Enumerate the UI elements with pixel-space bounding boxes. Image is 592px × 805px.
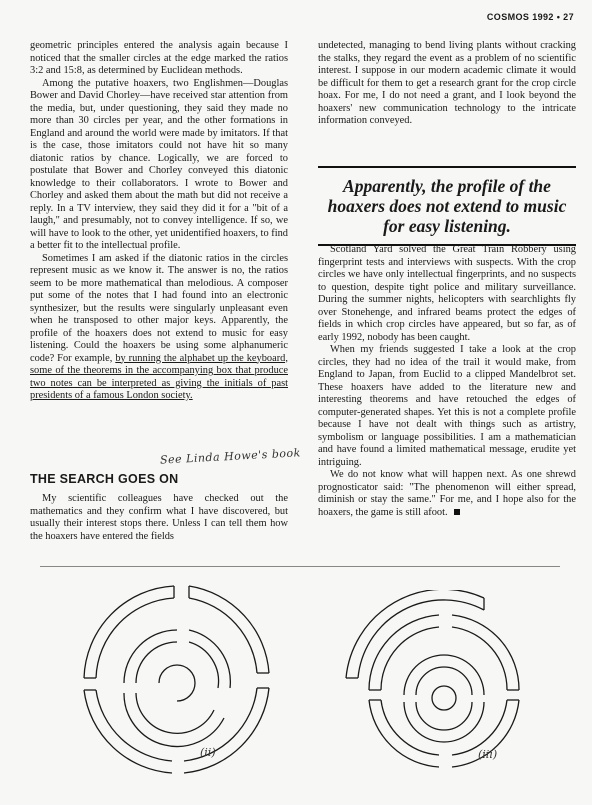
outer-ring-arc xyxy=(189,598,257,673)
second-ring-arc xyxy=(452,615,519,690)
outer-ring-arc xyxy=(358,600,484,678)
section-heading: THE SEARCH GOES ON xyxy=(30,472,179,486)
inner-ring-arc xyxy=(416,667,472,695)
paragraph: Scotland Yard solved the Great Train Robbery using fingerprint tests and interviews with suspects. With the crop circles we have only intellectual fingerprints, and no suspects to question, despite tight police and military surveillance. During the summer nights, helicopters with searchlights fly over Stonehenge, and infrared beams protect the edges of fields in which crop circles have appeared, but so far, as of early 1992, nobody has been caught. xyxy=(318,244,576,343)
paragraph-text: Sometimes I am asked if the diatonic ratios in the circles represent music as we know it. The answer is no, the ratios seem to be more mathematical than melodious. A composer put some of the notes that I had found into an electronic synthesizer, but the results were singularly unpleasant even when he transposed to other major keys. Apparently, the profile of the hoaxers does not extend to music for easy listening. Could the hoaxers be using some alphanumeric code? For example, xyxy=(30,252,288,364)
middle-ring-arc xyxy=(136,693,214,733)
paragraph: Among the putative hoaxers, two Englishmen—Douglas Bower and David Chorley—have received star attention from the media, but, under questioning, they said they made no more than 30 circles per year, and the other formations in England and around the world were made by imitators. If that is the case, those imitators could not have hit so many diatonic ratios by chance. Logically, we are forced to postulate that Bower and Chorley conveyed this diatonic knowledge to their collaborators. I wrote to Bower and Chorley and asked them about the math but did not receive a reply. In a TV interview, they said they did it for a "bit of a laugh," and presumably, not to convey intelligence. If so, we will have to look to the other, yet unidentified hoaxers, to find a better fit to the intellectual profile. xyxy=(30,77,288,251)
middle-ring-arc xyxy=(189,642,219,688)
middle-ring-arc xyxy=(124,630,177,683)
figure-divider xyxy=(40,566,560,567)
second-ring-arc xyxy=(381,627,439,690)
crop-circle-diagram-iii xyxy=(334,590,554,770)
inner-arc xyxy=(159,665,195,701)
outer-ring-arc xyxy=(184,688,269,773)
outer-ring-arc xyxy=(84,690,172,773)
paragraph: undetected, managing to bend living plants without cracking the stalks, they regard the event as a problem of no scientific interest. I suppose in our modern academic climate it would be difficult for them to get a research grant for the crop circle hoax. For me, I do not need a grant, and I look beyond the hoaxers' new communication technology to the intricate information conveyed. xyxy=(318,40,576,126)
second-ring-arc xyxy=(381,700,439,755)
paragraph xyxy=(30,253,288,403)
right-column-body xyxy=(318,244,576,519)
figure-label: (iii) xyxy=(478,748,498,761)
paragraph-text: We do not know what will happen next. As one shrewd prognosticator said: "The phenomenon will either spread, diminish or stay the same." For me, and I hope also for the hoaxers, the game is still afoot. xyxy=(318,469,576,518)
handwritten-note: See Linda Howe's book xyxy=(159,446,302,467)
section-body xyxy=(30,493,288,543)
center-circle xyxy=(432,686,456,710)
left-column xyxy=(30,40,288,403)
middle-ring-arc xyxy=(136,642,177,683)
middle-ring-arc xyxy=(124,693,224,747)
second-ring-arc xyxy=(369,615,439,690)
pull-quote: Apparently, the profile of the hoaxers does not extend to music for easy listening. xyxy=(318,166,576,246)
second-ring-arc xyxy=(369,700,439,767)
underlined-passage: by running the alphabet up the keyboard, some of the theorems in the accompanying box that produce two notes can be interpreted as giving the initials of past presidents of a famous London society. xyxy=(30,352,288,401)
outer-ring-arc xyxy=(189,586,269,673)
end-mark-icon xyxy=(454,509,460,515)
paragraph: geometric principles entered the analysis again because I noticed that the smaller circles at the edge marked the ratios 3:2 and 15:8, as determined by Euclidean methods. xyxy=(30,40,288,76)
paragraph xyxy=(318,469,576,519)
paragraph: My scientific colleagues have checked out the mathematics and they confirm what I have discovered, but usually their interest stops there. Unless I can tell them how the hoaxers have entered the fields xyxy=(30,493,288,542)
paragraph: When my friends suggested I take a look at the crop circles, they had no idea of the trail it would make, from England to Japan, from Euclid to a clipped Mandelbrot set. These hoaxers have added to the literature new and interesting theorems and have retouched the edges of computer-generated shapes. Yet this is not a complete profile because I have not dealt with things such as artistry, symbolism or language possibilities. I am a mathematician and have found a limited mathematical message, erudite yet intriguing. xyxy=(318,344,576,468)
second-ring-arc xyxy=(452,700,507,755)
running-head: COSMOS 1992 • 27 xyxy=(486,12,574,22)
inner-ring-arc xyxy=(416,702,472,730)
figure-label: (ii) xyxy=(200,746,216,759)
outer-ring-arc xyxy=(96,598,174,678)
crop-circle-diagram-ii xyxy=(64,578,294,778)
right-column-top xyxy=(318,40,576,128)
